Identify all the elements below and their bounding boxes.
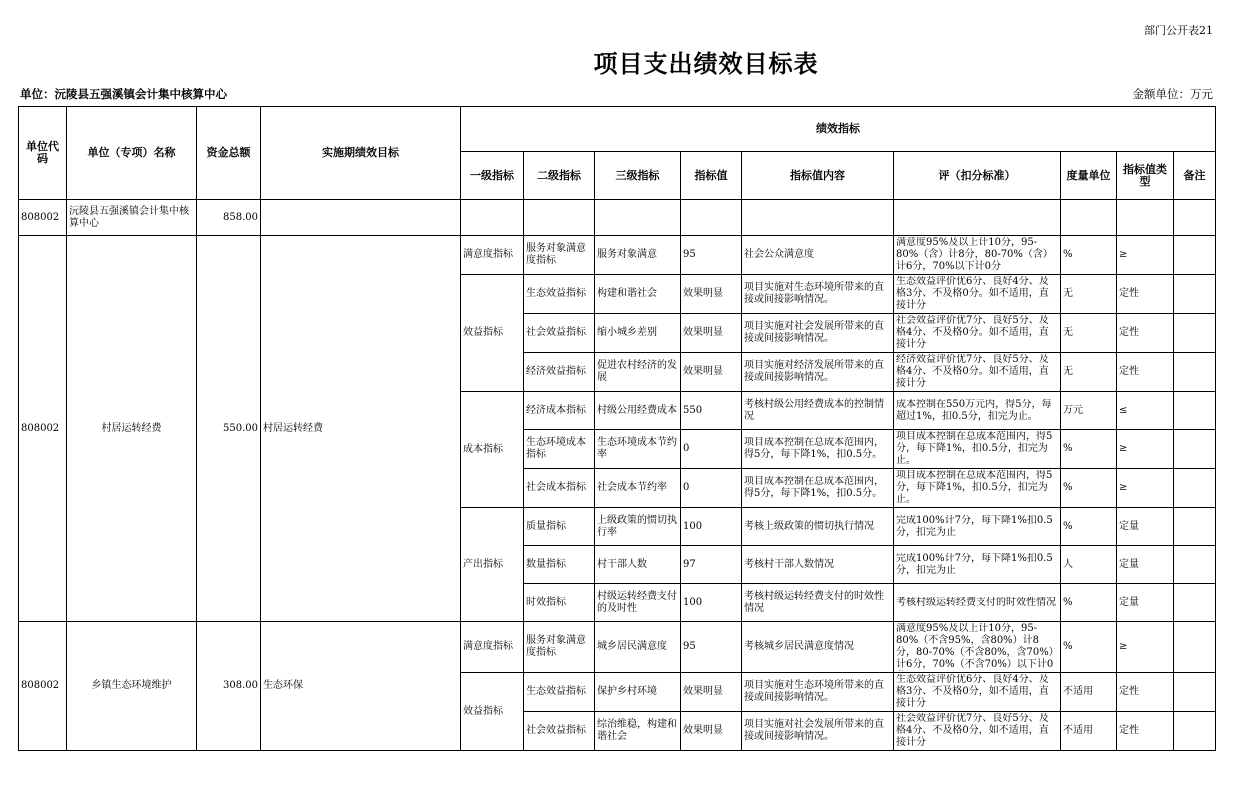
- level1-output: 产出指标: [461, 508, 524, 622]
- content-cell: 考核村干部人数情况: [742, 546, 894, 584]
- level2-cell: 生态效益指标: [524, 673, 595, 712]
- header-score: 评（扣分标准）: [894, 152, 1061, 200]
- score-cell: 社会效益评价优7分、良好5分、及格4分、不及格0分，如不适用，直接计分: [896, 713, 1049, 748]
- project1-goal: 村居运转经费: [261, 236, 461, 622]
- remark-cell: [1174, 236, 1216, 275]
- header-total-funds: 资金总额: [197, 107, 261, 200]
- score-cell: 生态效益评价优6分、良好4分、及格3分、不及格0分，如不适用，直接计分: [896, 674, 1049, 709]
- form-number: 部门公开表21: [1144, 24, 1213, 37]
- level2-cell: 社会效益指标: [524, 314, 595, 353]
- remark-cell: [1174, 673, 1216, 712]
- value-cell: 100: [681, 584, 742, 622]
- remark-cell: [1174, 622, 1216, 673]
- content-cell: 项目实施对经济发展所带来的直接或间接影响情况。: [742, 353, 894, 392]
- value-cell: 效果明显: [681, 353, 742, 392]
- value-type-cell: ≥: [1117, 236, 1174, 275]
- measure-unit-cell: %: [1061, 508, 1117, 546]
- level3-cell: 村级公用经费成本: [595, 392, 681, 430]
- score-cell: 考核村级运转经费支付的时效性情况: [896, 596, 1056, 608]
- summary-amount: 858.00: [197, 200, 261, 236]
- value-type-cell: ≤: [1117, 392, 1174, 430]
- content-cell: 社会公众满意度: [742, 236, 894, 275]
- score-cell: 经济效益评价优7分、良好5分、及格4分、不及格0分。如不适用，直接计分: [896, 354, 1049, 389]
- measure-unit-cell: 无: [1061, 353, 1117, 392]
- project2-amount: 308.00: [197, 622, 261, 751]
- content-cell: 考核上级政策的惯切执行情况: [742, 508, 894, 546]
- page-title: 项目支出绩效目标表: [593, 50, 819, 78]
- header-level2: 二级指标: [524, 152, 595, 200]
- header-unit-code: 单位代码: [19, 107, 67, 200]
- measure-unit-cell: 万元: [1061, 392, 1117, 430]
- value-cell: 效果明显: [681, 712, 742, 751]
- project2-code: 808002: [19, 622, 67, 751]
- value-type-cell: ≥: [1117, 430, 1174, 469]
- remark-cell: [1174, 469, 1216, 508]
- summary-row: [19, 200, 1216, 236]
- level3-cell: 村干部人数: [595, 546, 681, 584]
- remark-cell: [1174, 353, 1216, 392]
- level3-cell: 城乡居民满意度: [595, 622, 681, 673]
- score-cell: 完成100%计7分，每下降1%扣0.5分，扣完为止: [896, 514, 1053, 538]
- project2-goal: 生态环保: [261, 622, 461, 751]
- value-type-cell: 定量: [1117, 508, 1174, 546]
- content-cell: 项目实施对社会发展所带来的直接或间接影响情况。: [742, 712, 894, 751]
- level2-cell: 生态效益指标: [524, 275, 595, 314]
- header-value-type: 指标值类型: [1117, 152, 1174, 200]
- level3-cell: 缩小城乡差别: [595, 314, 681, 353]
- level2-cell: 时效指标: [524, 584, 595, 622]
- content-cell: 项目实施对生态环境所带来的直接或间接影响情况。: [742, 673, 894, 712]
- amount-unit: 金额单位：万元: [1132, 87, 1213, 101]
- score-cell: 满意度95%及以上计10分，95-80%（含）计8分，80-70%（含）计6分，70%以下计0分: [896, 237, 1053, 272]
- score-cell: 满意度95%及以上计10分，95-80%（不含95%，含80%）计8分，80-70%（不含80%，含70%）计6分，70%（不含70%）以下计0: [896, 623, 1054, 670]
- remark-cell: [1174, 712, 1216, 751]
- remark-cell: [1174, 275, 1216, 314]
- level3-cell: 社会成本节约率: [595, 469, 681, 508]
- score-cell: 项目成本控制在总成本范围内，得5分，每下降1%，扣0.5分，扣完为止。: [896, 431, 1053, 466]
- content-cell: 考核城乡居民满意度情况: [742, 622, 894, 673]
- header-unit-name: 单位（专项）名称: [67, 107, 197, 200]
- level2-cell: 社会效益指标: [524, 712, 595, 751]
- score-cell: 完成100%计7分，每下降1%扣0.5分，扣完为止: [896, 552, 1053, 576]
- measure-unit-cell: 无: [1061, 275, 1117, 314]
- content-cell: 项目成本控制在总成本范围内，得5分，每下降1%，扣0.5分。: [744, 437, 884, 460]
- value-type-cell: ≥: [1117, 469, 1174, 508]
- level1-satisfaction: 满意度指标: [461, 236, 524, 275]
- level1-benefit: 效益指标: [461, 673, 524, 751]
- summary-name: 沅陵县五强溪镇会计集中核算中心: [67, 200, 197, 236]
- header-level3: 三级指标: [595, 152, 681, 200]
- level2-cell: 数量指标: [524, 546, 595, 584]
- table-row: [19, 236, 1216, 275]
- measure-unit-cell: 无: [1061, 314, 1117, 353]
- header-remark: 备注: [1174, 152, 1216, 200]
- value-cell: 0: [681, 430, 742, 469]
- value-type-cell: 定性: [1117, 314, 1174, 353]
- remark-cell: [1174, 314, 1216, 353]
- header-content: 指标值内容: [742, 152, 894, 200]
- level3-cell: 村级运转经费支付的及时性: [595, 584, 681, 622]
- project1-amount: 550.00: [197, 236, 261, 622]
- value-type-cell: 定性: [1117, 673, 1174, 712]
- value-type-cell: ≥: [1117, 622, 1174, 673]
- performance-table: [18, 106, 1216, 751]
- header-level1: 一级指标: [461, 152, 524, 200]
- header-measure-unit: 度量单位: [1061, 152, 1117, 200]
- value-type-cell: 定性: [1117, 353, 1174, 392]
- remark-cell: [1174, 430, 1216, 469]
- value-cell: 效果明显: [681, 673, 742, 712]
- unit-label: 单位：沅陵县五强溪镇会计集中核算中心: [20, 87, 227, 101]
- measure-unit-cell: 不适用: [1061, 712, 1117, 751]
- score-cell: 生态效益评价优6分、良好4分、及格3分、不及格0分。如不适用，直接计分: [896, 276, 1049, 311]
- summary-code: 808002: [19, 200, 67, 236]
- header-indicators: 绩效指标: [461, 107, 1216, 152]
- level3-cell: 构建和谐社会: [595, 275, 681, 314]
- measure-unit-cell: %: [1061, 469, 1117, 508]
- value-cell: 550: [681, 392, 742, 430]
- level2-cell: 社会成本指标: [524, 469, 595, 508]
- content-cell: 考核村级公用经费成本的控制情况: [742, 392, 894, 430]
- remark-cell: [1174, 392, 1216, 430]
- header-value: 指标值: [681, 152, 742, 200]
- level2-cell: 服务对象满意度指标: [524, 236, 595, 275]
- content-cell: 项目实施对社会发展所带来的直接或间接影响情况。: [742, 314, 894, 353]
- value-cell: 95: [681, 622, 742, 673]
- level3-cell: 综治维稳，构建和谐社会: [595, 712, 681, 751]
- header-period-goal: 实施期绩效目标: [261, 107, 461, 200]
- value-type-cell: 定量: [1117, 584, 1174, 622]
- remark-cell: [1174, 584, 1216, 622]
- value-cell: 效果明显: [681, 314, 742, 353]
- value-type-cell: 定量: [1117, 546, 1174, 584]
- level1-cost: 成本指标: [461, 392, 524, 508]
- project2-name: 乡镇生态环境维护: [67, 622, 197, 751]
- measure-unit-cell: %: [1061, 236, 1117, 275]
- measure-unit-cell: %: [1061, 622, 1117, 673]
- project1-name: 村居运转经费: [67, 236, 197, 622]
- level2-cell: 经济效益指标: [524, 353, 595, 392]
- level2-cell: 服务对象满意度指标: [524, 622, 595, 673]
- remark-cell: [1174, 508, 1216, 546]
- value-cell: 100: [681, 508, 742, 546]
- content-cell: 考核村级运转经费支付的时效性情况: [742, 584, 894, 622]
- level3-cell: 保护乡村环境: [595, 673, 681, 712]
- level3-cell: 服务对象满意: [595, 236, 681, 275]
- score-cell: 项目成本控制在总成本范围内，得5分，每下降1%，扣0.5分，扣完为止。: [896, 470, 1053, 505]
- value-cell: 效果明显: [681, 275, 742, 314]
- value-cell: 97: [681, 546, 742, 584]
- level3-cell: 生态环境成本节约率: [595, 430, 681, 469]
- content-cell: 项目成本控制在总成本范围内，得5分，每下降1%，扣0.5分。: [744, 476, 884, 499]
- level2-cell: 质量指标: [524, 508, 595, 546]
- level3-cell: 上级政策的惯切执行率: [595, 508, 681, 546]
- score-cell: 社会效益评价优7分、良好5分、及格4分、不及格0分。如不适用，直接计分: [896, 315, 1049, 350]
- value-type-cell: 定性: [1117, 712, 1174, 751]
- remark-cell: [1174, 546, 1216, 584]
- content-cell: 项目实施对生态环境所带来的直接或间接影响情况。: [742, 275, 894, 314]
- project1-code: 808002: [19, 236, 67, 622]
- level3-cell: 促进农村经济的发展: [595, 353, 681, 392]
- measure-unit-cell: 人: [1061, 546, 1117, 584]
- measure-unit-cell: 不适用: [1061, 673, 1117, 712]
- level1-benefit: 效益指标: [461, 275, 524, 392]
- level2-cell: 生态环境成本指标: [524, 430, 595, 469]
- value-type-cell: 定性: [1117, 275, 1174, 314]
- level1-satisfaction: 满意度指标: [461, 622, 524, 673]
- measure-unit-cell: %: [1061, 430, 1117, 469]
- table-row: [19, 622, 1216, 673]
- measure-unit-cell: %: [1061, 584, 1117, 622]
- value-cell: 95: [681, 236, 742, 275]
- level2-cell: 经济成本指标: [524, 392, 595, 430]
- value-cell: 0: [681, 469, 742, 508]
- score-cell: 成本控制在550万元内，得5分，每超过1%，扣0.5分，扣完为止。: [896, 398, 1052, 422]
